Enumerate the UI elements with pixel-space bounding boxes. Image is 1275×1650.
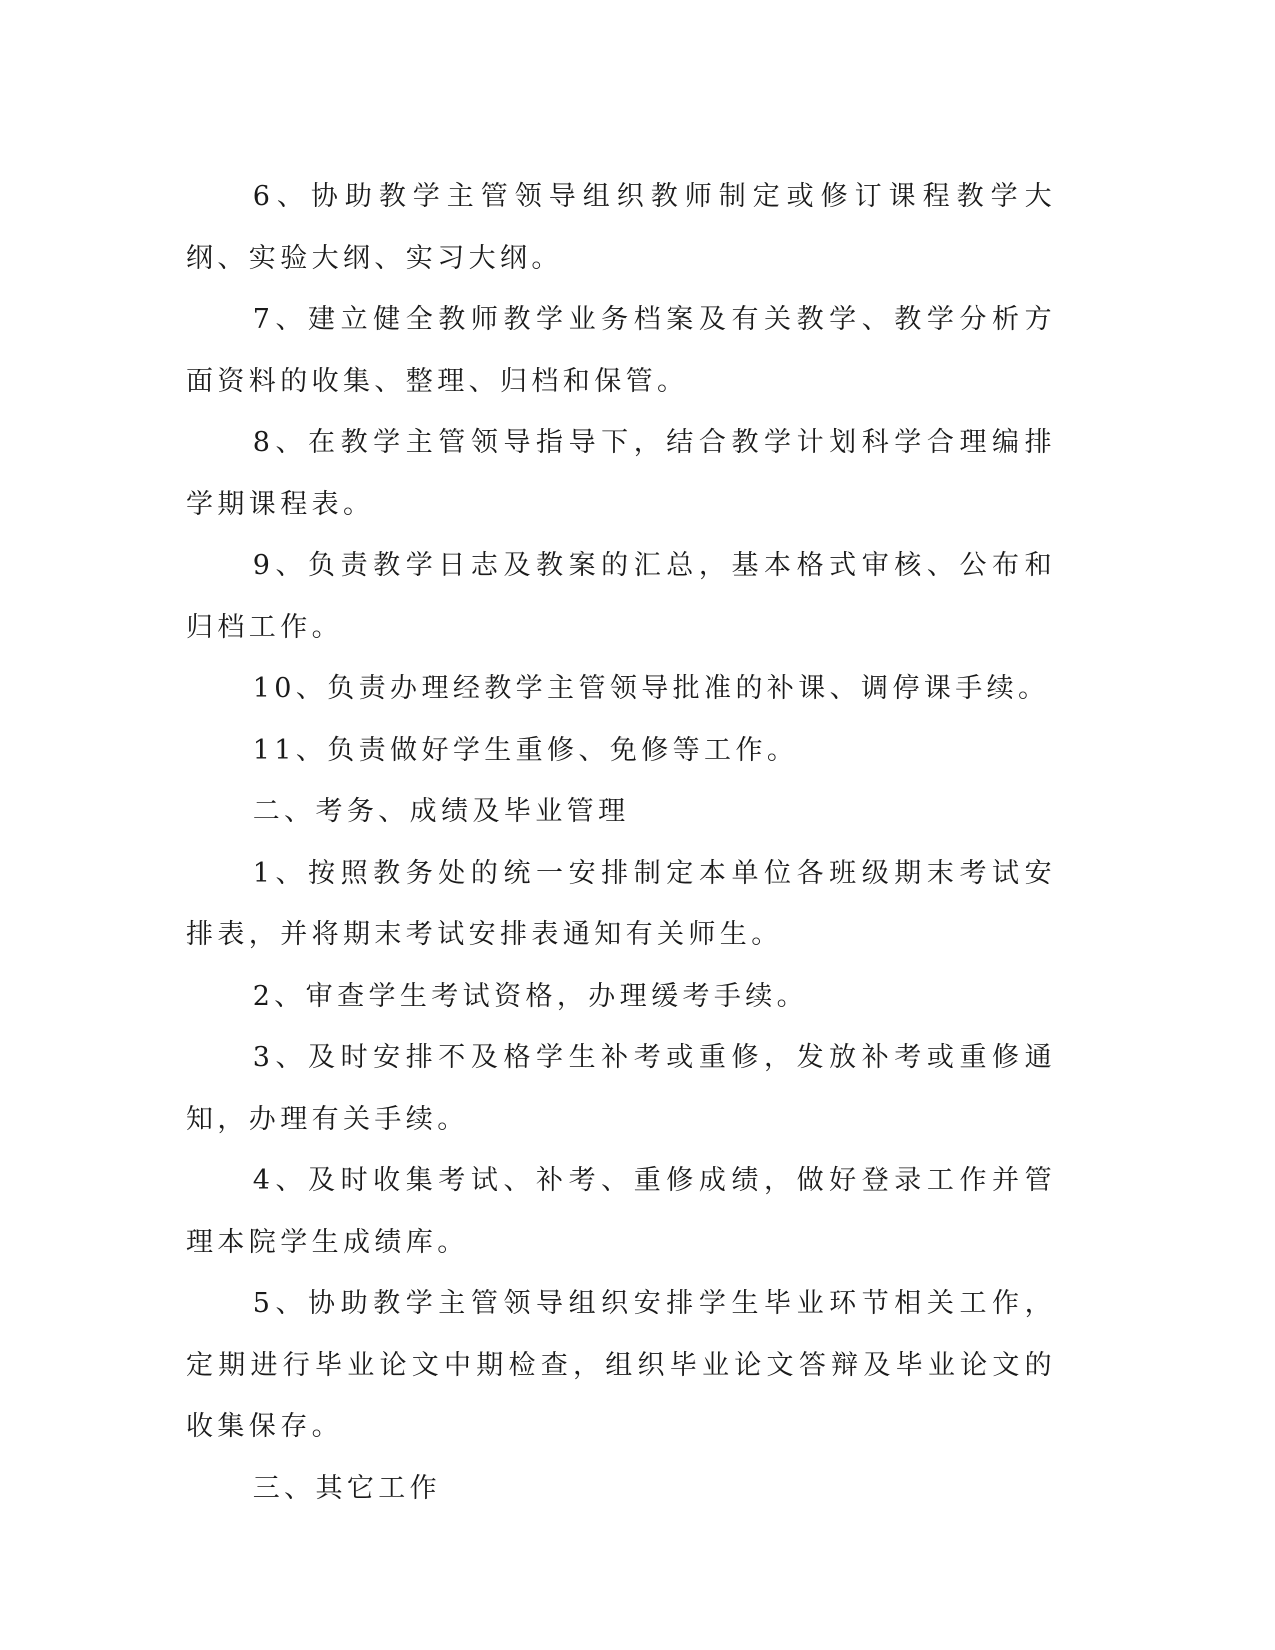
paragraph-section2-item-3: 3、及时安排不及格学生补考或重修，发放补考或重修通知，办理有关手续。 bbox=[186, 1042, 1056, 1135]
paragraph-item-6: 6、协助教学主管领导组织教师制定或修订课程教学大纲、实验大纲、实习大纲。 bbox=[186, 181, 1056, 274]
section-heading-3: 三、其它工作 bbox=[252, 1472, 442, 1504]
section-heading-2: 二、考务、成绩及毕业管理 bbox=[252, 796, 630, 827]
paragraph-section2-item-1: 1、按照教务处的统一安排制定本单位各班级期末考试安排表，并将期末考试安排表通知有关师生。 bbox=[186, 857, 1056, 950]
paragraph-item-8: 8、在教学主管领导指导下，结合教学计划科学合理编排学期课程表。 bbox=[186, 427, 1056, 520]
paragraph-item-9: 9、负责教学日志及教案的汇总，基本格式审核、公布和归档工作。 bbox=[186, 550, 1056, 643]
paragraph-item-10: 10、负责办理经教学主管领导批准的补课、调停课手续。 bbox=[252, 673, 1050, 704]
paragraph-section2-item-4: 4、及时收集考试、补考、重修成绩，做好登录工作并管理本院学生成绩库。 bbox=[186, 1165, 1056, 1258]
paragraph-item-7: 7、建立健全教师教学业务档案及有关教学、教学分析方面资料的收集、整理、归档和保管。 bbox=[186, 304, 1056, 397]
document-body bbox=[186, 166, 1056, 1519]
paragraph-section2-item-5: 5、协助教学主管领导组织安排学生毕业环节相关工作，定期进行毕业论文中期检查，组织毕业论文答辩及毕业论文的收集保存。 bbox=[186, 1288, 1056, 1442]
paragraph-section2-item-2: 2、审查学生考试资格，办理缓考手续。 bbox=[252, 980, 809, 1012]
paragraph-item-11: 11、负责做好学生重修、免修等工作。 bbox=[252, 734, 799, 766]
